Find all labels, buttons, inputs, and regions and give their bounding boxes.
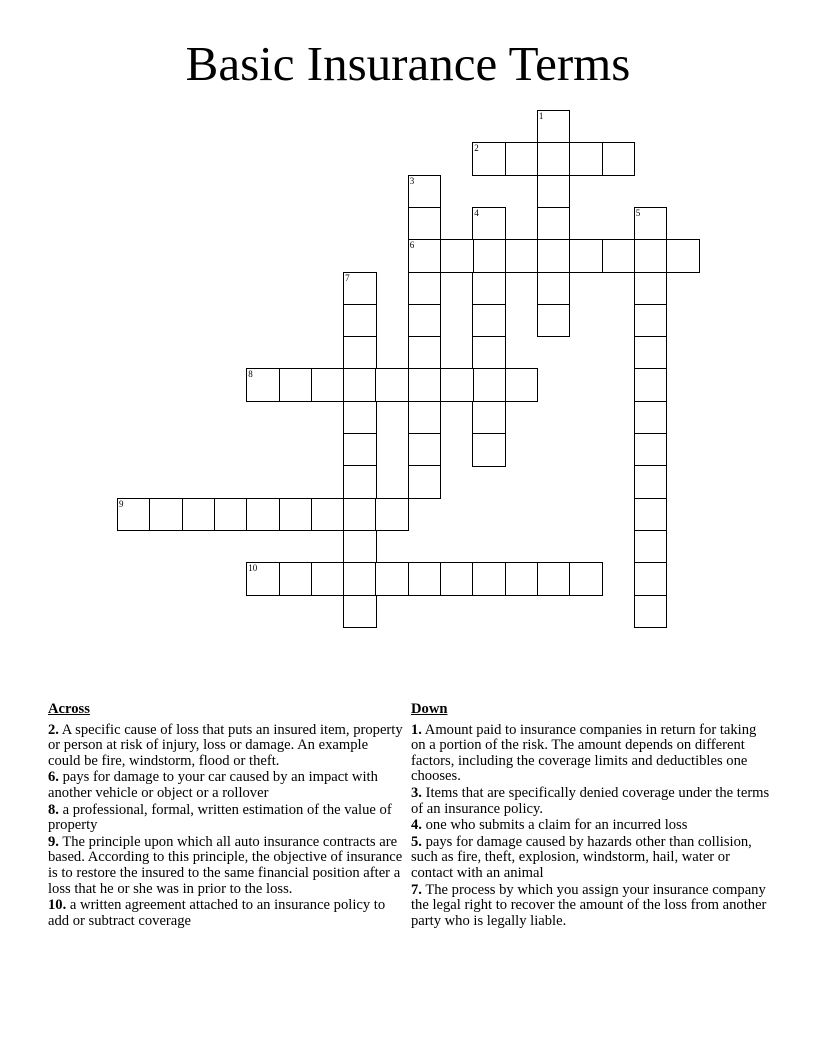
grid-cell[interactable] (634, 304, 668, 338)
grid-cell[interactable] (634, 336, 668, 370)
grid-cell[interactable] (279, 368, 313, 402)
grid-cell[interactable] (472, 272, 506, 306)
grid-cell[interactable] (246, 368, 280, 402)
clue-text: a written agreement attached to an insurance policy to add or subtract coverage (48, 897, 386, 929)
clue-number: 10 (248, 563, 258, 574)
grid-cell[interactable] (343, 272, 377, 306)
across-clue (48, 770, 404, 801)
grid-cell[interactable] (537, 110, 571, 144)
grid-cell[interactable] (472, 562, 506, 596)
grid-cell[interactable] (343, 304, 377, 338)
down-heading: Down (411, 701, 448, 717)
clue-number: 6 (409, 240, 415, 251)
grid-cell[interactable] (343, 465, 377, 499)
across-clue (48, 803, 404, 834)
grid-cell[interactable] (602, 239, 636, 273)
grid-cell[interactable] (117, 498, 151, 532)
clue-number-label: 7. (411, 881, 422, 898)
clue-text: Items that are specifically denied coverage under the terms of an insurance policy. (411, 784, 770, 817)
grid-cell[interactable] (343, 433, 377, 467)
clue-number-label: 4. (411, 817, 422, 834)
grid-cell[interactable] (472, 368, 506, 402)
grid-cell[interactable] (505, 368, 539, 402)
grid-cell[interactable] (343, 498, 377, 532)
grid-cell[interactable] (375, 498, 409, 532)
across-clue (48, 835, 404, 897)
down-clue (411, 883, 773, 930)
grid-cell[interactable] (408, 336, 442, 370)
across-clue (48, 723, 404, 770)
page-title: Basic Insurance Terms (185, 36, 631, 91)
grid-cell[interactable] (634, 498, 668, 532)
grid-cell[interactable] (472, 336, 506, 370)
grid-cell[interactable] (408, 239, 442, 273)
clue-number: 1 (538, 111, 544, 121)
grid-cell[interactable] (440, 562, 474, 596)
grid-cell[interactable] (634, 272, 668, 306)
clue-text: one who submits a claim for an incurred loss (421, 817, 688, 834)
grid-cell[interactable] (634, 368, 668, 402)
clue-number: 2 (474, 143, 479, 154)
clue-number: 9 (119, 498, 124, 509)
grid-cell[interactable] (634, 239, 668, 273)
grid-cell[interactable] (602, 142, 636, 176)
grid-cell[interactable] (569, 562, 603, 596)
grid-cell[interactable] (343, 562, 377, 596)
grid-cell[interactable] (472, 239, 506, 273)
grid-cell[interactable] (634, 530, 668, 564)
clue-text: A specific cause of loss that puts an insured item, property or person at risk of injury, loss or damage. An example could be fire, windstorm, flood or theft. (48, 721, 403, 769)
grid-cell[interactable] (634, 207, 668, 241)
across-clue-list (48, 723, 404, 930)
grid-cell[interactable] (311, 368, 345, 402)
grid-cell[interactable] (343, 336, 377, 370)
clue-number: 3 (409, 175, 415, 186)
grid-cell[interactable] (375, 562, 409, 596)
grid-cell[interactable] (634, 562, 668, 596)
grid-cell[interactable] (246, 562, 280, 596)
grid-cell[interactable] (440, 239, 474, 273)
grid-cell[interactable] (440, 368, 474, 402)
clue-number: 5 (635, 207, 641, 218)
grid-cell[interactable] (505, 239, 539, 273)
grid-cell[interactable] (537, 562, 571, 596)
grid-cell[interactable] (343, 595, 377, 629)
grid-cell[interactable] (569, 239, 603, 273)
grid-cell[interactable] (472, 207, 506, 241)
grid-cell[interactable] (408, 175, 442, 209)
grid-cell[interactable] (343, 368, 377, 402)
grid-cell[interactable] (634, 433, 668, 467)
across-heading: Across (48, 701, 90, 717)
grid-cell[interactable] (408, 304, 442, 338)
grid-cell[interactable] (666, 239, 700, 273)
down-clue-list (411, 723, 773, 930)
grid-cell[interactable] (182, 498, 216, 532)
grid-cell[interactable] (408, 401, 442, 435)
clue-number-label: 9. (48, 833, 59, 850)
clue-number-label: 6. (48, 769, 59, 786)
clue-number: 4 (474, 207, 479, 218)
clue-number-label: 5. (411, 833, 422, 850)
grid-cell[interactable] (634, 595, 668, 629)
clue-text: pays for damage to your car caused by an impact with another vehicle or object or a rollover (48, 769, 378, 801)
grid-cell[interactable] (408, 433, 442, 467)
clue-number: 8 (248, 369, 253, 380)
clue-text: Amount paid to insurance companies in return for taking on a portion of the risk. The amount depends on different factors, including the coverage limits and deductibles one chooses. (411, 721, 757, 785)
grid-cell[interactable] (149, 498, 183, 532)
grid-cell[interactable] (311, 562, 345, 596)
down-clues (411, 702, 773, 930)
grid-cell[interactable] (537, 175, 571, 209)
grid-cell[interactable] (537, 304, 571, 338)
grid-cell[interactable] (375, 368, 409, 402)
grid-cell[interactable] (343, 401, 377, 435)
grid-cell[interactable] (537, 142, 571, 176)
clue-number-label: 8. (48, 801, 59, 818)
clue-number-label: 1. (411, 721, 422, 738)
clue-text: The process by which you assign your insurance company the legal right to recover the amount of the loss from another party who is legally liable. (411, 881, 767, 929)
grid-cell[interactable] (279, 562, 313, 596)
down-clue (411, 723, 773, 785)
clue-number-label: 3. (411, 784, 422, 801)
across-clues (48, 702, 404, 930)
grid-cell[interactable] (408, 272, 442, 306)
clue-number: 7 (345, 272, 350, 283)
grid-cell[interactable] (472, 142, 506, 176)
grid-cell[interactable] (408, 562, 442, 596)
grid-cell[interactable] (472, 433, 506, 467)
grid-cell[interactable] (279, 498, 313, 532)
clue-text: a professional, formal, written estimation of the value of property (48, 801, 392, 834)
grid-cell[interactable] (472, 304, 506, 338)
grid-cell[interactable] (214, 498, 248, 532)
grid-cell[interactable] (634, 465, 668, 499)
clue-text: The principle upon which all auto insurance contracts are based. According to this principle, the objective of insurance is to restore the insured to the same financial position after a loss that he or she was in prior to the loss. (48, 833, 403, 897)
grid-cell[interactable] (408, 368, 442, 402)
down-clue (411, 835, 773, 882)
grid-cell[interactable] (537, 239, 571, 273)
grid-cell[interactable] (569, 142, 603, 176)
down-clue (411, 786, 773, 817)
grid-cell[interactable] (343, 530, 377, 564)
grid-cell[interactable] (505, 562, 539, 596)
clue-number-label: 10. (48, 897, 67, 914)
clue-text: pays for damage caused by hazards other than collision, such as fire, theft, explosion, windstorm, hail, water or contact with an animal (411, 833, 752, 881)
grid-cell[interactable] (537, 207, 571, 241)
across-clue (48, 898, 404, 929)
grid-cell[interactable] (634, 401, 668, 435)
down-clue (411, 818, 773, 834)
grid-cell[interactable] (408, 207, 442, 241)
grid-cell[interactable] (311, 498, 345, 532)
clue-number-label: 2. (48, 721, 59, 738)
grid-cell[interactable] (472, 401, 506, 435)
grid-cell[interactable] (505, 142, 539, 176)
grid-cell[interactable] (537, 272, 571, 306)
grid-cell[interactable] (246, 498, 280, 532)
grid-cell[interactable] (408, 465, 442, 499)
